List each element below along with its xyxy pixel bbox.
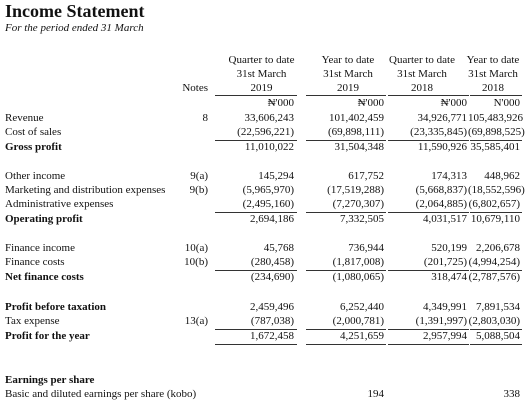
unit-label: N'000 <box>493 97 520 109</box>
header-rule <box>470 95 522 96</box>
unit-label: ₦'000 <box>357 97 384 109</box>
revenue-note: 8 <box>202 112 208 124</box>
gross-profit-value: 31,504,348 <box>334 141 384 153</box>
profit-for-year-value: 1,672,458 <box>250 330 294 342</box>
marketing-expenses-value: (17,519,288) <box>327 184 384 196</box>
header-rule <box>306 95 386 96</box>
col3-header-line3: 2018 <box>411 82 433 94</box>
col1-header-line1: Quarter to date <box>228 54 295 66</box>
eps-label: Basic and diluted earnings per share (kobo) <box>5 388 197 400</box>
col2-header-line2: 31st March <box>323 68 373 80</box>
col4-header-line2: 31st March <box>468 68 518 80</box>
total-rule <box>470 344 522 345</box>
cost-of-sales-value: (69,898,525) <box>468 126 525 138</box>
gross-profit-label: Gross profit <box>5 141 62 153</box>
col4-header-line1: Year to date <box>466 54 520 66</box>
tax-expense-value: (787,038) <box>250 315 294 327</box>
gross-profit-value: 35,585,401 <box>470 141 520 153</box>
notes-header: Notes <box>182 82 208 94</box>
col1-header-line3: 2019 <box>250 82 273 94</box>
admin-expenses-value: (7,270,307) <box>332 198 384 210</box>
eps-value-2019: 194 <box>367 388 384 400</box>
finance-costs-note: 10(b) <box>184 256 208 268</box>
profit-for-year-value: 4,251,659 <box>340 330 384 342</box>
total-rule <box>306 344 386 345</box>
tax-expense-note: 13(a) <box>184 315 208 327</box>
eps-value-2018: 338 <box>503 388 520 400</box>
operating-profit-value: 4,031,517 <box>423 213 467 225</box>
net-finance-costs-label: Net finance costs <box>5 271 84 283</box>
cost-of-sales-value: (69,898,111) <box>327 126 384 138</box>
profit-before-tax-label: Profit before taxation <box>5 301 107 313</box>
tax-expense-value: (1,391,997) <box>415 315 467 327</box>
profit-for-year-label: Profit for the year <box>5 330 90 342</box>
gross-profit-value: 11,590,926 <box>417 141 467 153</box>
col2-header-line3: 2019 <box>337 82 359 94</box>
net-finance-costs-value: (2,787,576) <box>468 271 520 283</box>
finance-income-note: 10(a) <box>184 242 208 254</box>
finance-income-value: 736,944 <box>348 242 384 254</box>
finance-income-value: 2,206,678 <box>476 242 520 254</box>
net-finance-costs-value: 318,474 <box>431 271 467 283</box>
finance-income-label: Finance income <box>5 242 75 254</box>
other-income-label: Other income <box>5 170 66 182</box>
marketing-expenses-note: 9(b) <box>189 184 208 196</box>
other-income-value: 145,294 <box>258 170 294 182</box>
cost-of-sales-label: Cost of sales <box>5 126 62 138</box>
revenue-value: 105,483,926 <box>468 112 523 124</box>
tax-expense-value: (2,803,030) <box>468 315 520 327</box>
admin-expenses-value: (2,495,160) <box>242 198 294 210</box>
other-income-value: 174,313 <box>431 170 467 182</box>
revenue-value: 33,606,243 <box>244 112 294 124</box>
marketing-expenses-value: (18,552,596) <box>468 184 525 196</box>
other-income-note: 9(a) <box>190 170 208 182</box>
cost-of-sales-value: (23,335,845) <box>410 126 467 138</box>
operating-profit-label: Operating profit <box>5 213 83 225</box>
finance-income-value: 520,199 <box>431 242 467 254</box>
profit-before-tax-value: 7,891,534 <box>476 301 520 313</box>
tax-expense-label: Tax expense <box>5 315 60 327</box>
net-finance-costs-value: (1,080,065) <box>332 271 384 283</box>
col3-header-line2: 31st March <box>397 68 447 80</box>
marketing-expenses-label: Marketing and distribution expenses <box>5 184 166 196</box>
profit-before-tax-value: 2,459,496 <box>250 301 294 313</box>
finance-costs-value: (1,817,008) <box>332 256 384 268</box>
unit-label: ₦'000 <box>267 97 294 109</box>
operating-profit-value: 2,694,186 <box>250 213 294 225</box>
revenue-value: 34,926,771 <box>417 112 467 124</box>
gross-profit-value: 11,010,022 <box>244 141 294 153</box>
col1-header-line2: 31st March <box>236 68 287 80</box>
operating-profit-value: 10,679,110 <box>470 213 520 225</box>
header-rule <box>388 95 469 96</box>
operating-profit-value: 7,332,505 <box>340 213 384 225</box>
profit-for-year-value: 5,088,504 <box>476 330 520 342</box>
admin-expenses-value: (6,802,657) <box>468 198 520 210</box>
col4-header-line3: 2018 <box>482 82 504 94</box>
finance-income-value: 45,768 <box>263 242 294 254</box>
profit-before-tax-value: 6,252,440 <box>340 301 384 313</box>
revenue-value: 101,402,459 <box>329 112 384 124</box>
eps-heading: Earnings per share <box>5 374 95 386</box>
profit-for-year-value: 2,957,994 <box>423 330 467 342</box>
finance-costs-value: (4,994,254) <box>468 256 520 268</box>
other-income-value: 448,962 <box>484 170 520 182</box>
revenue-label: Revenue <box>5 112 44 124</box>
finance-costs-value: (201,725) <box>423 256 467 268</box>
finance-costs-value: (280,458) <box>250 256 294 268</box>
finance-costs-label: Finance costs <box>5 256 65 268</box>
total-rule <box>215 344 297 345</box>
col3-header-line1: Quarter to date <box>389 54 455 66</box>
header-rule <box>215 95 297 96</box>
profit-before-tax-value: 4,349,991 <box>423 301 467 313</box>
admin-expenses-value: (2,064,885) <box>415 198 467 210</box>
cost-of-sales-value: (22,596,221) <box>237 126 294 138</box>
statement-title: Income Statement <box>5 1 145 21</box>
col2-header-line1: Year to date <box>321 54 375 66</box>
admin-expenses-label: Administrative expenses <box>5 198 114 210</box>
total-rule <box>388 344 469 345</box>
marketing-expenses-value: (5,668,837) <box>415 184 467 196</box>
tax-expense-value: (2,000,781) <box>332 315 384 327</box>
other-income-value: 617,752 <box>348 170 384 182</box>
statement-subtitle: For the period ended 31 March <box>5 22 144 34</box>
net-finance-costs-value: (234,690) <box>250 271 294 283</box>
unit-label: ₦'000 <box>440 97 467 109</box>
marketing-expenses-value: (5,965,970) <box>242 184 294 196</box>
